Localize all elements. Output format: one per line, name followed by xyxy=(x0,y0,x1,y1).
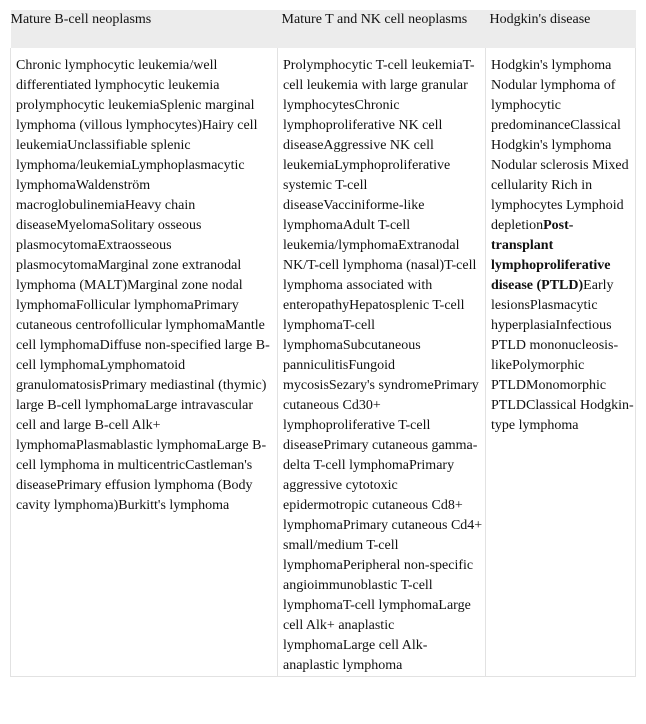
cell-t-nk-neoplasms: Prolymphocytic T-cell leukemiaT-cell leukemia with large granular lymphocytesChronic lymphoproliferative NK cell diseaseAggressive NK cell leukemiaLymphoproliferative systemic T-cell diseaseVacciniforme-like lymphomaAdult T-cell leukemia/lymphomaExtranodal NK/T-cell lymphoma (nasal)T-cell lymphoma associated with enteropathyHepatosplenic T-cell lymphomaT-cell lymphomaSubcutaneous panniculitisFungoid mycosisSezary's syndromePrimary cutaneous Cd30+ lymphoproliferative T-cell diseasePrimary cutaneous gamma-delta T-cell lymphomaPrimary aggressive cytotoxic epidermotropic cutaneous Cd8+ lymphomaPrimary cutaneous Cd4+ small/medium T-cell lymphomaPeripheral non-specific angioimmunoblastic T-cell lymphomaT-cell lymphomaLarge cell Alk+ anaplastic lymphomaLarge cell Alk-anaplastic lymphoma xyxy=(278,48,486,677)
cell-b-cell-neoplasms: Chronic lymphocytic leukemia/well differentiated lymphocytic leukemia prolymphocytic leukemiaSplenic marginal lymphoma (villous lymphocytes)Hairy cell leukemiaUnclassifiable splenic lymphoma/leukemiaLymphoplasmacytic lymphomaWaldenström macroglobulinemiaHeavy chain diseaseMyelomaSolitary osseous plasmocytomaExtraosseous plasmocytomaMarginal zone extranodal lymphoma (MALT)Marginal zone nodal lymphomaFollicular lymphomaPrimary cutaneous centrofollicular lymphomaMantle cell lymphomaDiffuse non-specified large B-cell lymphomaLymphomatoid granulomatosisPrimary mediastinal (thymic) large B-cell lymphomaLarge intravascular cell and large B-cell Alk+ lymphomaPlasmablastic lymphomaLarge B-cell lymphoma in multicentricCastleman's diseasePrimary effusion lymphoma (Body cavity lymphoma)Burkitt's lymphoma xyxy=(11,48,278,677)
header-t-nk-cell: Mature T and NK cell neoplasms xyxy=(278,10,486,48)
table-header-row xyxy=(11,10,636,48)
table-row xyxy=(11,48,636,677)
lymphoma-classification-table xyxy=(10,10,636,677)
header-b-cell: Mature B-cell neoplasms xyxy=(11,10,278,48)
hodgkin-text-part-a: Hodgkin's lymphoma Nodular lymphoma of lymphocytic predominanceClassical Hodgkin's lymphoma Nodular sclerosis Mixed cellularity Rich in lymphocytes Lymphoid depletion xyxy=(491,58,629,233)
classification-table-container xyxy=(10,10,635,677)
hodgkin-text-part-b: Early lesionsPlasmacytic hyperplasiaInfectious PTLD mononucleosis-likePolymorphic PTLDMonomorphic PTLDClassical Hodgkin-type lymphoma xyxy=(491,278,634,433)
header-hodgkin: Hodgkin's disease xyxy=(486,10,636,48)
ptld-bold-heading: Post-transplant lymphoproliferative disease (PTLD) xyxy=(491,218,611,293)
cell-hodgkin-disease xyxy=(486,48,636,677)
